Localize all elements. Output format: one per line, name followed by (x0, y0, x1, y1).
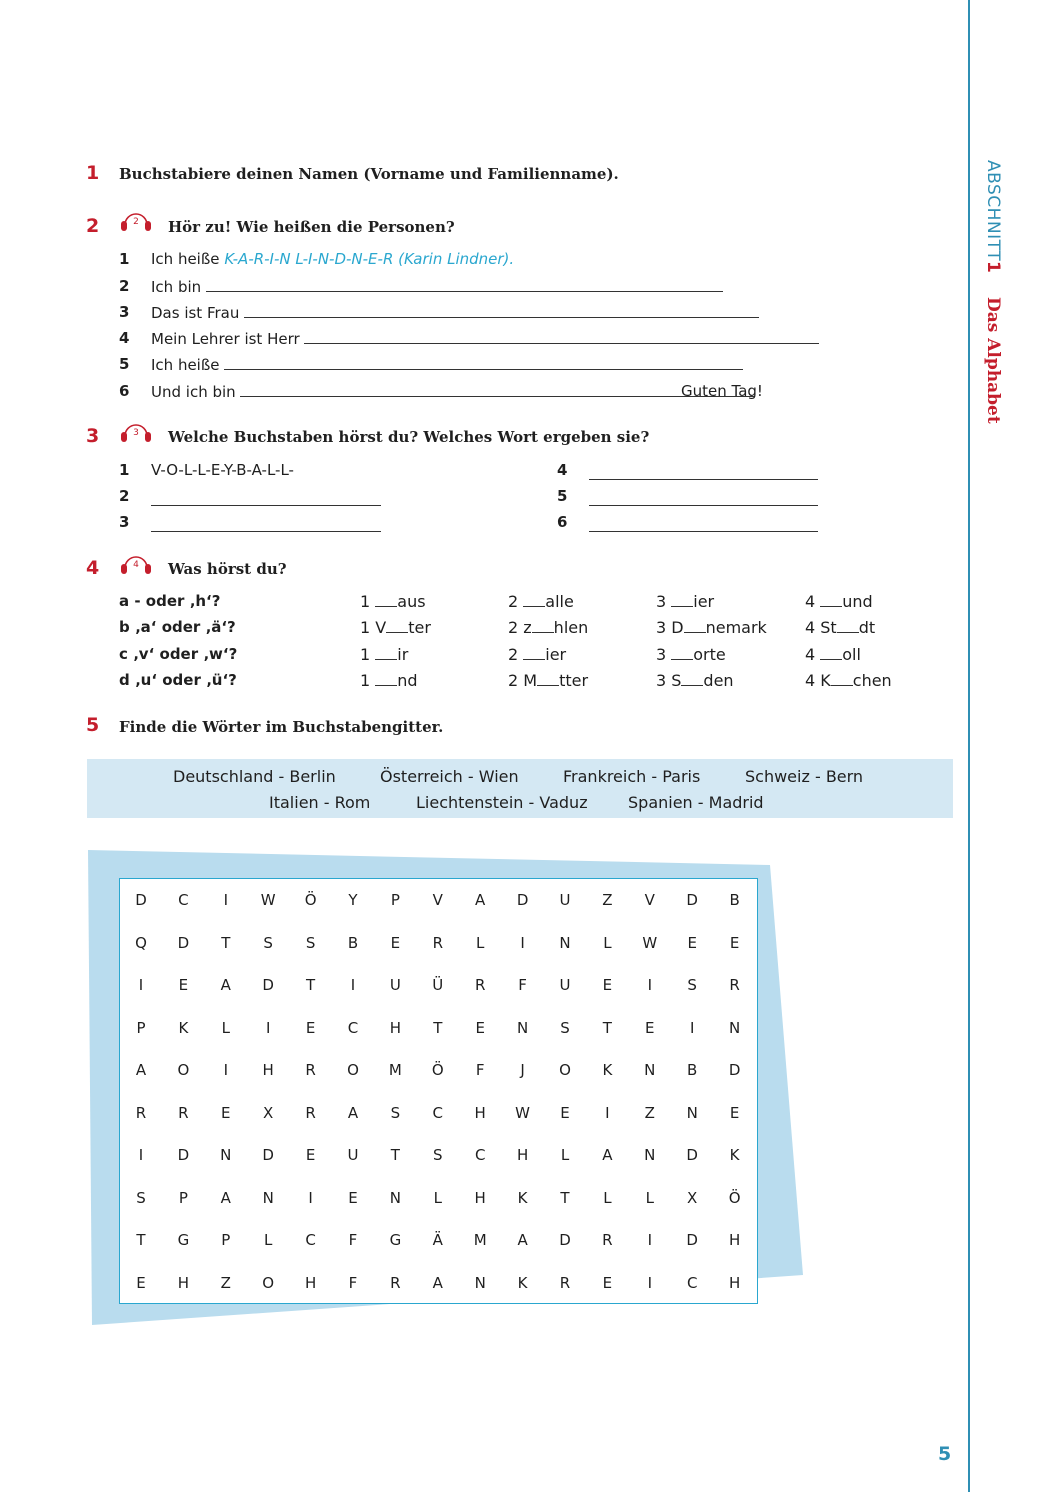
country-capital: Schweiz - Bern (745, 767, 864, 786)
word-prefix: 4 (805, 592, 821, 611)
grid-letter[interactable]: Ö (728, 1188, 741, 1207)
word-prefix: 2 z (508, 618, 532, 637)
grid-letter[interactable]: X (687, 1188, 698, 1207)
grid-letter[interactable]: R (390, 1273, 401, 1292)
answer-blank[interactable] (151, 491, 381, 506)
grid-letter[interactable]: H (728, 1273, 741, 1292)
grid-letter[interactable]: D (262, 1146, 274, 1164)
grid-letter[interactable]: F (518, 976, 527, 994)
gap-word[interactable] (508, 645, 566, 664)
grid-letter[interactable]: T (136, 1231, 146, 1249)
grid-letter[interactable]: Z (602, 891, 613, 909)
grid-letter[interactable]: H (474, 1188, 486, 1207)
section-number: 1 (983, 261, 1003, 273)
letter-gap[interactable] (671, 645, 693, 660)
grid-letter[interactable]: I (647, 976, 653, 994)
grid-letter[interactable]: Q (135, 933, 147, 952)
grid-letter[interactable]: N (686, 1103, 698, 1122)
word-prefix: 4 St (805, 618, 837, 637)
grid-letter[interactable]: T (433, 1018, 443, 1037)
grid-letter[interactable]: F (348, 1273, 358, 1292)
word-suffix: dt (858, 618, 876, 637)
grid-letter[interactable]: R (559, 1273, 571, 1292)
word-prefix: 2 (508, 645, 524, 664)
grid-letter[interactable]: N (474, 1273, 486, 1292)
item-text: Und ich bin (151, 383, 236, 401)
grid-letter[interactable]: D (686, 1146, 698, 1164)
grid-letter[interactable]: Z (644, 1103, 655, 1122)
grid-letter[interactable]: M (388, 1061, 402, 1079)
letter-gap[interactable] (386, 618, 408, 633)
option-label: c ‚v‘ oder ‚w‘? (119, 645, 238, 663)
letter-gap[interactable] (375, 645, 397, 660)
grid-letter[interactable]: T (306, 976, 316, 994)
grid-letter[interactable]: S (305, 933, 316, 952)
grid-letter[interactable]: B (687, 1061, 698, 1079)
grid-letter[interactable]: I (350, 976, 356, 994)
grid-letter[interactable]: E (645, 1018, 655, 1037)
item-text: Das ist Frau (151, 304, 240, 322)
grid-letter[interactable]: L (603, 1188, 612, 1207)
grid-letter[interactable]: E (560, 1103, 570, 1122)
grid-letter[interactable]: T (560, 1188, 570, 1207)
grid-letter[interactable]: D (177, 933, 190, 952)
grid-letter[interactable]: B (347, 933, 359, 952)
grid-letter[interactable]: H (262, 1061, 274, 1079)
exercise-3-title: Welche Buchstaben hörst du? Welches Wort ergeben sie? (168, 428, 650, 446)
exercise-4-title: Was hörst du? (168, 560, 287, 578)
answer-blank[interactable] (589, 465, 818, 480)
headphones-icon[interactable] (118, 207, 154, 233)
grid-letter[interactable]: K (517, 1188, 528, 1207)
grid-letter[interactable]: C (686, 1273, 698, 1292)
gap-word[interactable] (508, 618, 588, 637)
word-suffix: ir (397, 645, 409, 664)
exercise-5-number: 5 (86, 714, 100, 736)
grid-letter[interactable]: H (728, 1231, 741, 1249)
gap-word[interactable] (360, 618, 431, 637)
headphones-icon[interactable] (118, 418, 154, 444)
grid-letter[interactable]: L (264, 1231, 273, 1249)
exercise-5-title: Finde die Wörter im Buchstabengitter. (119, 718, 444, 736)
grid-letter[interactable]: V (644, 891, 655, 909)
letter-gap[interactable] (837, 618, 859, 633)
headphones-icon[interactable] (118, 550, 154, 576)
country-capital: Deutschland - Berlin (173, 767, 336, 786)
item-number: 6 (557, 513, 568, 531)
grid-letter[interactable]: E (475, 1018, 485, 1037)
grid-letter[interactable]: I (138, 1146, 144, 1164)
item-text: Ich heiße (151, 356, 220, 374)
option-label: b ‚a‘ oder ‚ä‘? (119, 618, 236, 636)
answer-blank[interactable] (304, 329, 819, 344)
grid-letter[interactable]: E (136, 1273, 146, 1292)
word-prefix: 2 (508, 592, 524, 611)
grid-letter[interactable]: O (262, 1273, 275, 1292)
gap-word[interactable] (360, 671, 418, 690)
exercise-1-title: Buchstabiere deinen Namen (Vorname und Familienname). (119, 165, 619, 183)
grid-letter[interactable]: H (304, 1273, 317, 1292)
letter-gap[interactable] (537, 671, 559, 686)
grid-letter[interactable]: C (347, 1018, 359, 1037)
exercise-4-number: 4 (86, 557, 100, 579)
grid-letter[interactable]: I (308, 1188, 313, 1207)
gap-word[interactable] (656, 671, 734, 690)
gap-word[interactable] (656, 592, 714, 611)
answer-blank[interactable] (206, 277, 723, 292)
grid-letter[interactable]: A (475, 891, 486, 909)
item-number: 4 (119, 329, 130, 347)
grid-letter[interactable]: K (602, 1061, 613, 1079)
word-suffix: den (703, 671, 734, 690)
item-number: 2 (119, 487, 130, 505)
grid-letter[interactable]: A (517, 1231, 528, 1249)
grid-letter[interactable]: E (348, 1188, 358, 1207)
grid-letter[interactable]: I (223, 891, 229, 909)
grid-letter[interactable]: E (729, 933, 740, 952)
grid-letter[interactable]: I (689, 1018, 695, 1037)
word-prefix: 1 (360, 592, 376, 611)
grid-letter[interactable]: N (220, 1146, 232, 1164)
gap-word[interactable] (508, 592, 574, 611)
answer-blank[interactable] (224, 355, 743, 370)
grid-letter[interactable]: E (729, 1103, 740, 1122)
grid-letter[interactable]: N (559, 933, 571, 952)
letter-gap[interactable] (671, 592, 693, 607)
word-prefix: 3 S (656, 671, 682, 690)
section-topic: Das Alphabet (983, 296, 1003, 424)
grid-letter[interactable]: F (475, 1061, 485, 1079)
item-number: 1 (119, 461, 130, 479)
letter-gap[interactable] (375, 671, 397, 686)
grid-letter[interactable]: T (221, 933, 231, 952)
grid-letter[interactable]: D (516, 891, 529, 909)
grid-letter[interactable]: R (135, 1103, 147, 1122)
answer-blank[interactable] (151, 517, 381, 532)
grid-letter[interactable]: S (263, 933, 273, 952)
exercise-3-number: 3 (86, 425, 100, 447)
word-suffix: und (842, 592, 873, 611)
grid-letter[interactable]: U (559, 976, 571, 994)
grid-letter[interactable]: P (178, 1188, 188, 1207)
grid-letter[interactable]: C (432, 1103, 444, 1122)
gap-word[interactable] (508, 671, 588, 690)
grid-letter[interactable]: H (177, 1273, 190, 1292)
grid-letter[interactable]: A (432, 1273, 443, 1292)
item-line (151, 277, 723, 296)
grid-letter[interactable]: E (305, 1146, 316, 1164)
item-number: 6 (119, 382, 130, 400)
grid-letter[interactable]: L (645, 1188, 654, 1207)
grid-letter[interactable]: O (347, 1061, 359, 1079)
letter-gap[interactable] (820, 645, 842, 660)
grid-letter[interactable]: H (516, 1146, 529, 1164)
grid-letter[interactable]: A (220, 976, 231, 994)
grid-letter[interactable]: P (136, 1018, 146, 1037)
letter-gap[interactable] (375, 592, 397, 607)
word-prefix: 1 V (360, 618, 387, 637)
grid-letter[interactable]: L (221, 1018, 230, 1037)
grid-letter[interactable]: C (305, 1231, 316, 1249)
grid-letter[interactable]: D (728, 1061, 741, 1079)
grid-letter[interactable]: D (135, 891, 147, 909)
grid-letter[interactable]: E (602, 976, 613, 994)
grid-letter[interactable]: E (305, 1018, 316, 1037)
word-prefix: 1 (360, 645, 376, 664)
grid-letter[interactable]: E (178, 976, 189, 994)
grid-letter[interactable]: V (432, 891, 443, 909)
letter-gap[interactable] (523, 645, 545, 660)
grid-letter[interactable]: G (389, 1231, 402, 1249)
country-capital: Frankreich - Paris (563, 767, 701, 786)
grid-letter[interactable]: O (177, 1061, 190, 1079)
grid-letter[interactable]: C (474, 1146, 486, 1164)
grid-letter[interactable]: S (687, 976, 697, 994)
gap-word[interactable] (656, 645, 726, 664)
page-number: 5 (938, 1443, 952, 1465)
country-capital: Italien - Rom (269, 793, 371, 812)
grid-letter[interactable]: N (389, 1188, 401, 1207)
exercise-2-number: 2 (86, 215, 100, 237)
item-line (151, 303, 759, 322)
item-line (151, 329, 819, 348)
grid-letter[interactable]: U (389, 976, 401, 994)
grid-letter[interactable]: X (263, 1103, 274, 1122)
section-title: ABSCHNITT (983, 160, 1003, 262)
word-suffix: tter (559, 671, 589, 690)
country-capital: Spanien - Madrid (628, 793, 764, 812)
grid-letter[interactable]: N (728, 1018, 741, 1037)
word-prefix: 3 D (656, 618, 684, 637)
word-suffix: chen (852, 671, 892, 690)
grid-letter[interactable]: G (177, 1231, 190, 1249)
grid-letter[interactable]: R (305, 1061, 316, 1079)
gap-word[interactable] (805, 618, 875, 637)
track-number: 4 (133, 560, 139, 570)
grid-letter[interactable]: I (647, 1231, 653, 1249)
grid-letter[interactable]: M (473, 1231, 487, 1249)
grid-letter[interactable]: E (390, 933, 401, 952)
grid-letter[interactable]: E (602, 1273, 613, 1292)
grid-letter[interactable]: B (729, 891, 740, 909)
word-suffix: nd (397, 671, 418, 690)
grid-letter[interactable]: W (642, 933, 658, 952)
grid-letter[interactable]: H (474, 1103, 486, 1122)
letter-gap[interactable] (681, 671, 703, 686)
word-suffix: hlen (553, 618, 589, 637)
item-text: Ich bin (151, 278, 202, 296)
grid-letter[interactable]: R (305, 1103, 316, 1122)
grid-letter[interactable]: P (390, 891, 400, 909)
item-number: 3 (119, 513, 130, 531)
grid-letter[interactable]: D (262, 976, 274, 994)
grid-letter[interactable]: D (686, 891, 698, 909)
word-suffix: ier (693, 592, 715, 611)
letter-gap[interactable] (523, 592, 545, 607)
word-suffix: nemark (705, 618, 767, 637)
word-prefix: 1 (360, 671, 376, 690)
country-capital: Österreich - Wien (380, 767, 519, 786)
grid-letter[interactable]: W (260, 891, 276, 909)
item-text: Mein Lehrer ist Herr (151, 330, 300, 348)
grid-letter[interactable]: K (729, 1146, 740, 1164)
answer-blank[interactable] (240, 382, 755, 397)
gap-word[interactable] (360, 645, 408, 664)
grid-letter[interactable]: S (560, 1018, 570, 1037)
item-line (151, 250, 514, 268)
grid-letter[interactable]: N (516, 1018, 529, 1037)
grid-letter[interactable]: C (178, 891, 189, 909)
grid-letter[interactable]: I (520, 933, 525, 952)
grid-letter[interactable]: L (433, 1188, 442, 1207)
grid-letter[interactable]: U (347, 1146, 359, 1164)
grid-letter[interactable]: E (221, 1103, 231, 1122)
grid-letter[interactable]: Ö (304, 891, 317, 909)
example-letters: V-O-L-L-E-Y-B-A-L-L- (151, 461, 294, 479)
item-text: Ich heiße (151, 250, 220, 268)
grid-letter[interactable]: R (432, 933, 444, 952)
gap-word[interactable] (805, 645, 861, 664)
grid-letter[interactable]: N (644, 1061, 656, 1079)
grid-letter[interactable]: L (560, 1146, 570, 1164)
item-line (151, 382, 755, 401)
grid-letter[interactable]: I (138, 976, 144, 994)
grid-letter[interactable]: N (644, 1146, 656, 1164)
word-suffix: orte (693, 645, 726, 664)
item-line (151, 355, 743, 374)
item-number: 1 (119, 250, 130, 268)
grid-letter[interactable]: K (517, 1273, 528, 1292)
section-label (983, 160, 1003, 424)
grid-letter[interactable]: A (135, 1061, 147, 1079)
item-number: 5 (119, 355, 130, 373)
grid-letter[interactable]: A (347, 1103, 359, 1122)
grid-letter[interactable]: K (178, 1018, 189, 1037)
grid-letter[interactable]: Z (220, 1273, 231, 1292)
word-prefix: 3 (656, 645, 672, 664)
grid-letter[interactable]: D (559, 1231, 571, 1249)
gap-word[interactable] (656, 618, 767, 637)
grid-letter[interactable]: I (223, 1061, 229, 1079)
gap-word[interactable] (805, 592, 873, 611)
exercise-1-number: 1 (86, 162, 100, 184)
gap-word[interactable] (805, 671, 892, 690)
example-answer: K-A-R-I-N L-I-N-D-N-E-R (Karin Lindner). (224, 250, 515, 268)
grid-letter[interactable]: I (605, 1103, 610, 1122)
letter-gap[interactable] (831, 671, 853, 686)
word-suffix: ier (545, 645, 567, 664)
track-number: 3 (133, 428, 139, 438)
item-trailing-text: Guten Tag! (681, 382, 763, 400)
grid-letter[interactable]: Y (348, 891, 358, 909)
gap-word[interactable] (360, 592, 426, 611)
grid-letter[interactable]: D (177, 1146, 190, 1164)
grid-letter[interactable]: R (178, 1103, 189, 1122)
answer-blank[interactable] (589, 491, 818, 506)
item-number: 5 (557, 487, 568, 505)
grid-letter[interactable]: R (602, 1231, 613, 1249)
answer-blank[interactable] (244, 303, 759, 318)
letter-gap[interactable] (820, 592, 842, 607)
word-prefix: 2 M (508, 671, 538, 690)
grid-letter[interactable]: N (262, 1188, 274, 1207)
word-suffix: ter (408, 618, 431, 637)
track-number: 2 (133, 217, 139, 227)
grid-letter[interactable]: D (686, 1231, 698, 1249)
grid-letter[interactable]: Ü (432, 976, 444, 994)
grid-letter[interactable]: I (265, 1018, 271, 1037)
grid-letter[interactable]: Ö (431, 1061, 444, 1079)
grid-letter[interactable]: S (136, 1188, 146, 1207)
grid-letter[interactable]: S (390, 1103, 401, 1122)
grid-letter[interactable]: L (476, 933, 485, 952)
letter-gap[interactable] (532, 618, 554, 633)
grid-letter[interactable]: H (389, 1018, 402, 1037)
word-prefix: 3 (656, 592, 672, 611)
grid-letter[interactable]: T (602, 1018, 612, 1037)
grid-letter[interactable]: S (433, 1146, 443, 1164)
grid-letter[interactable]: Ä (432, 1231, 443, 1249)
grid-letter[interactable]: U (559, 891, 571, 909)
grid-letter[interactable]: A (602, 1146, 613, 1164)
item-number: 2 (119, 277, 130, 295)
grid-letter[interactable]: E (687, 933, 697, 952)
option-label: d ‚u‘ oder ‚ü‘? (119, 671, 237, 689)
grid-letter[interactable]: O (559, 1061, 571, 1079)
country-capital: Liechtenstein - Vaduz (416, 793, 588, 812)
item-number: 4 (557, 461, 568, 479)
grid-letter[interactable]: J (520, 1061, 525, 1079)
grid-letter[interactable]: R (474, 976, 486, 994)
word-suffix: aus (397, 592, 426, 611)
word-prefix: 4 (805, 645, 821, 664)
answer-blank[interactable] (589, 517, 818, 532)
grid-letter[interactable]: T (390, 1146, 400, 1164)
item-number: 3 (119, 303, 130, 321)
exercise-2-title: Hör zu! Wie heißen die Personen? (168, 218, 455, 236)
margin-rule (968, 0, 970, 1492)
word-prefix: 4 K (805, 671, 831, 690)
letter-gap[interactable] (684, 618, 706, 633)
grid-letter[interactable]: A (220, 1188, 231, 1207)
grid-letter[interactable]: F (348, 1231, 358, 1249)
grid-letter[interactable]: W (515, 1103, 531, 1122)
grid-letter[interactable]: L (603, 933, 612, 952)
grid-letter[interactable]: R (729, 976, 740, 994)
word-suffix: oll (842, 645, 861, 664)
option-label: a - oder ‚h‘? (119, 592, 221, 610)
word-suffix: alle (545, 592, 574, 611)
grid-letter[interactable]: P (221, 1231, 231, 1249)
grid-letter[interactable]: I (647, 1273, 653, 1292)
